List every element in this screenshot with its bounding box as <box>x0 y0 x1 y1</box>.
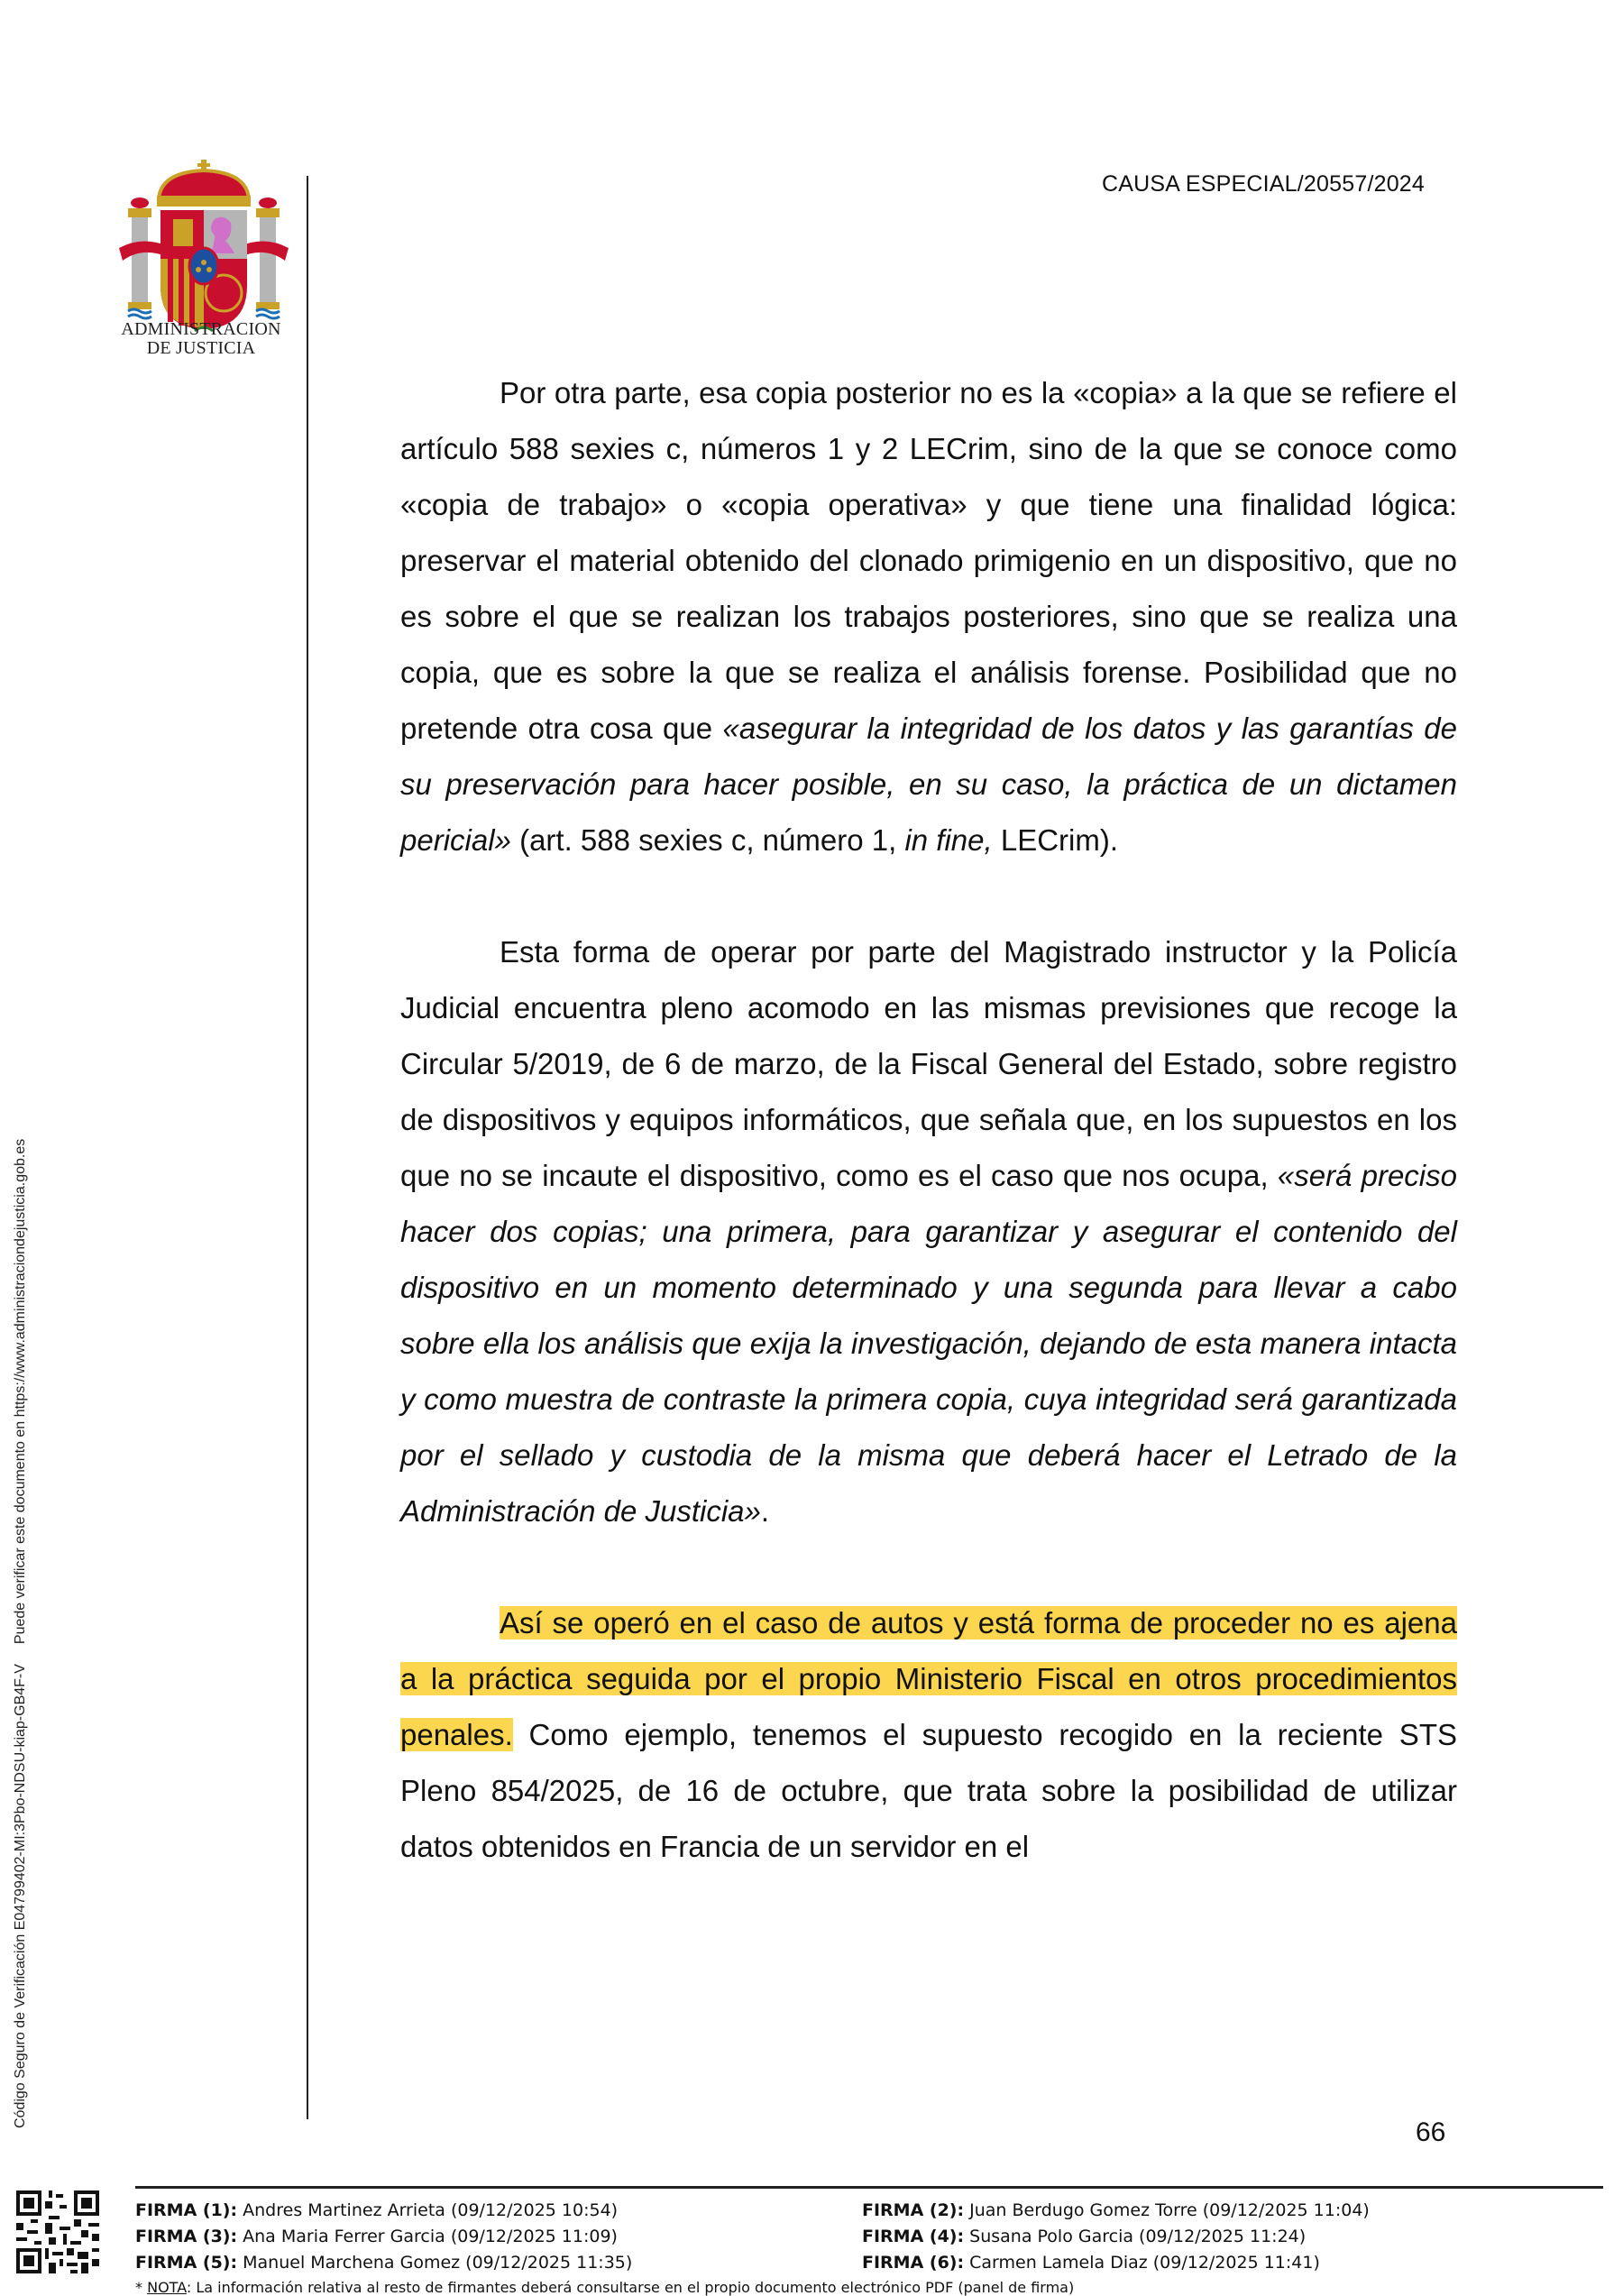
institution-line-2: DE JUSTICIA <box>146 338 256 358</box>
paragraph-3-text: Como ejemplo, tenemos el supuesto recogido en la reciente STS Pleno 854/2025, de 16 de octubre, que trata sobre la posibilidad de utilizar datos obtenidos en Francia de un servidor en el <box>400 1718 1457 1863</box>
signature-3 <box>135 2227 618 2246</box>
verification-url[interactable]: Puede verificar este documento en https://www.administraciondejusticia.gob.es <box>13 1138 28 1645</box>
paragraph-1-text: Por otra parte, esa copia posterior no es la «copia» a la que se refiere el artículo 588 sexies c, números 1 y 2 LECrim, sino de la que se conoce como «copia de trabajo» o «copia operativa» y que tiene una finalidad lógica: preservar el material obtenido del clonado primigenio en un dispositivo, que no es sobre el que se realizan los trabajos posteriores, sino que se realiza una copia, que es sobre la que se realiza el análisis forense. Posibilidad que no pretende otra cosa que <box>400 376 1457 745</box>
signature-value: Manuel Marchena Gomez (09/12/2025 11:35) <box>243 2253 633 2273</box>
institution-line-1: ADMINISTRACION <box>121 319 281 339</box>
signature-value: Juan Berdugo Gomez Torre (09/12/2025 11:04) <box>969 2200 1370 2220</box>
signature-2 <box>862 2200 1370 2220</box>
paragraph-1 <box>400 365 1457 868</box>
signature-5 <box>135 2253 632 2273</box>
signature-value: Susana Polo Garcia (09/12/2025 11:24) <box>969 2227 1307 2246</box>
paragraph-2-end: . <box>760 1494 770 1528</box>
note-label: NOTA <box>147 2279 187 2296</box>
document-body <box>400 365 1457 1875</box>
case-reference: CAUSA ESPECIAL/20557/2024 <box>1102 171 1426 197</box>
signature-label: FIRMA (6): <box>862 2253 965 2273</box>
verification-code: Código Seguro de Verificación E04799402-MI:3Pbo-NDSU-kiap-GB4F-V <box>13 1664 28 2128</box>
signature-value: Carmen Lamela Diaz (09/12/2025 11:41) <box>969 2253 1320 2273</box>
paragraph-1-quote: «asegurar la integridad de los datos y las garantías de su preservación para hacer posible, en su caso, la práctica de un dictamen pericial» <box>400 712 1457 857</box>
footer-divider <box>135 2186 1603 2189</box>
verification-sidebar <box>13 1139 29 2128</box>
signature-value: Ana Maria Ferrer Garcia (09/12/2025 11:09) <box>243 2227 618 2246</box>
highlighted-text: Así se operó en el caso de autos y está forma de proceder no es ajena a la práctica seguida por el propio Ministerio Fiscal en otros procedimientos penales. <box>400 1606 1457 1751</box>
signature-6 <box>862 2253 1320 2273</box>
paragraph-1-citation: (art. 588 sexies c, número 1, <box>510 823 905 857</box>
signature-note <box>135 2279 1074 2296</box>
institution-name <box>106 320 296 358</box>
paragraph-1-in-fine: in fine, <box>904 823 993 857</box>
signature-1 <box>135 2200 618 2220</box>
page-number: 66 <box>1416 2117 1446 2147</box>
qr-code-icon <box>13 2187 103 2277</box>
paragraph-2-text: Esta forma de operar por parte del Magistrado instructor y la Policía Judicial encuentra pleno acomodo en las mismas previsiones que recoge la Circular 5/2019, de 6 de marzo, de la Fiscal General del Estado, sobre registro de dispositivos y equipos informáticos, que señala que, en los supuestos en los que no se incaute el dispositivo, como es el caso que nos ocupa, <box>400 935 1457 1192</box>
signature-label: FIRMA (4): <box>862 2227 965 2246</box>
signature-label: FIRMA (1): <box>135 2200 238 2220</box>
paragraph-2 <box>400 924 1457 1539</box>
signature-label: FIRMA (3): <box>135 2227 238 2246</box>
signature-label: FIRMA (2): <box>862 2200 965 2220</box>
signature-value: Andres Martinez Arrieta (09/12/2025 10:54) <box>243 2200 619 2220</box>
signature-label: FIRMA (5): <box>135 2253 238 2273</box>
note-text: : La información relativa al resto de firmantes deberá consultarse en el propio documento electrónico PDF (panel de firma) <box>186 2279 1075 2296</box>
paragraph-2-quote: «será preciso hacer dos copias; una primera, para garantizar y asegurar el contenido del dispositivo en un momento determinado y una segunda para llevar a cabo sobre ella los análisis que exija la investigación, dejando de esta manera intacta y como muestra de contraste la primera copia, cuya integridad será garantizada por el sellado y custodia de la misma que deberá hacer el Letrado de la Administración de Justicia» <box>400 1159 1457 1528</box>
signature-4 <box>862 2227 1306 2246</box>
paragraph-3 <box>400 1595 1457 1875</box>
paragraph-1-citation-end: LECrim). <box>992 823 1119 857</box>
note-prefix: * <box>135 2279 148 2296</box>
margin-divider <box>307 176 308 2119</box>
